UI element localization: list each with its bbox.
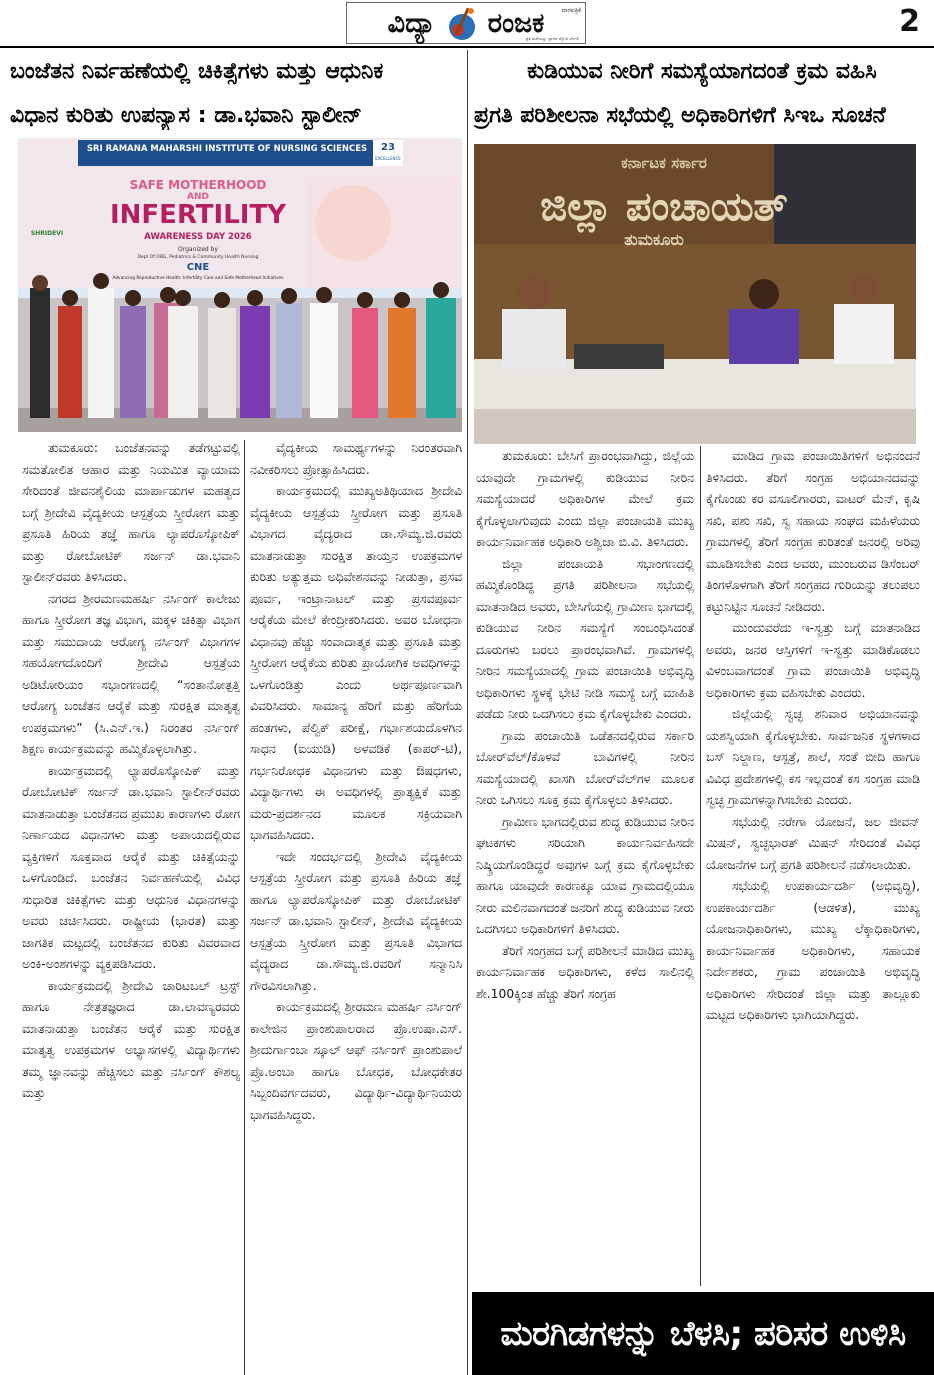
right-headline-line2: ಪ್ರಗತಿ ಪರಿಶೀಲನಾ ಸಭೆಯಲ್ಲಿ ಅಧಿಕಾರಿಗಳಿಗೆ ಸಿಇಒ ಸೂಚನೆ (474, 103, 886, 128)
banner-theme: Advancing Reproductive Health: Infertility Care and Safe Motherhood Initiatives (112, 276, 284, 281)
banner-badge-text: EXCELLENCE (375, 156, 401, 161)
paragraph: ಕಾರ್ಯಕ್ರಮದಲ್ಲಿ ಮುಖ್ಯಅತಿಥಿಯಾದ ಶ್ರೀದೇವಿ ವೈದ್ಯಕೀಯ ಆಸ್ಪತ್ರೆಯ ಸ್ತ್ರೀರೋಗ ಮತ್ತು ಪ್ರಸೂತಿ ವಿಭಾಗದ ವೈದ್ಯರಾದ ಡಾ.ಸೌಮ್ಯ.ಜಿ.ರವರು ಮಾತನಾಡುತ್ತಾ ಸುರಕ್ಷಿತ ತಾಯ್ತನ ಉಪಕ್ರಮಗಳ ಕುರಿತು ಅತ್ಯುತ್ತಮ ಅಧಿವೇಶನವನ್ನು ನೀಡುತ್ತಾ, ಪ್ರಸವ ಪೂರ್ವ, ಇಂಟ್ರಾನಾಟಲ್ ಮತ್ತು ಪ್ರಸವಪೂರ್ವ ಆರೈಕೆಯ ಮೇಲೆ ಕೇಂದ್ರೀಕರಿಸಿದರು. ಅವರ ಬೋಧನಾ ವಿಧಾನವು ಹೆಚ್ಚು ಸಂವಾದಾತ್ಮಕ ಮತ್ತು ಪ್ರಸೂತಿ ಮತ್ತು ಸ್ತ್ರೀರೋಗ ಆರೈಕೆಯ ಕುರಿತು ಪ್ರಾಯೋಗಿಕ ಅವಧಿಗಳನ್ನು ಒಳಗೊಂಡಿತ್ತು ಎಂದು ಅರ್ಥಪೂರ್ಣವಾಗಿ ವಿವರಿಸಿದರು. ಸಾಮಾನ್ಯ ಹೆರಿಗೆ ಮತ್ತು ಹೆರಿಗೆಯ ಹಂತಗಳು, ಪೆಲ್ವಿಕ್ ಪರೀಕ್ಷೆ, ಗರ್ಭಾಶಯದೊಳಗಿನ ಸಾಧನ (ಐಯುಡಿ) ಅಳವಡಿಕೆ (ಕಾಪರ್-ಟಿ), ಗರ್ಭನಿರೋಧಕ ವಿಧಾನಗಳು ಮತ್ತು ಔಷಧಗಳು, ವಿದ್ಯಾರ್ಥಿಗಳು ಈ ಅವಧಿಗಳಲ್ಲಿ ಪ್ರಾತ್ಯಕ್ಷಿಕೆ ಮತ್ತು ಮರು-ಪ್ರದರ್ಶನದ ಮೂಲಕ ಸಕ್ರಿಯವಾಗಿ ಭಾಗವಹಿಸಿದರು. (250, 484, 462, 842)
paragraph: ಜಿಲ್ಲೆಯಲ್ಲಿ ಸ್ವಚ್ಛ ಶನಿವಾರ ಅಭಿಯಾನವನ್ನು ಯಶಸ್ವಿಯಾಗಿ ಕೈಗೊಳ್ಳಬೇಕು. ಸಾರ್ವಜನಿಕ ಸ್ಥಳಗಳಾದ ಬಸ್ ನಿಲ್ದಾಣ, ಆಸ್ಪತ್ರೆ, ಶಾಲೆ, ಸಂತೆ ಬೀದಿ ಹಾಗೂ ವಿವಿಧ ಪ್ರದೇಶಗಳಲ್ಲಿ ಕಸ ಇಲ್ಲದಂತೆ ಕಸ ಸಂಗ್ರಹ ಮಾಡಿ ಸ್ವಚ್ಛ ಗ್ರಾಮಗಳನ್ನಾಗಿಸಬೇಕು ಎಂದರು. (706, 707, 920, 807)
banner-sponsor-logo: SHRIDEVI (30, 230, 64, 237)
masthead (0, 0, 934, 48)
left-article-column-2 (250, 438, 462, 1375)
banner-title-line1: SAFE MOTHERHOOD (129, 178, 267, 192)
banner-title-line3: INFERTILITY (109, 200, 287, 230)
paragraph: ಮಾಡಿದ ಗ್ರಾಮ ಪಂಚಾಯಿತಿಗಳಿಗೆ ಅಭಿನಂದನೆ ತಿಳಿಸಿದರು. ತೆರಿಗೆ ಸಂಗ್ರಹ ಅಭಿಯಾನದವನ್ನು ಕೈಗೊಂಡು ಕರ ವಸೂಲಿಗಾರರು, ವಾಟರ್ ಮೆನ್, ಕೃಷಿ ಸಖಿ, ಪಶು ಸಖಿ, ಸ್ವ ಸಹಾಯ ಸಂಘದ ಮಹಿಳೆಯರು ಗ್ರಾಮಗಳಲ್ಲಿ ತೆರಿಗೆ ಸಂಗ್ರಹ ಕುರಿತಂತೆ ಜನರಲ್ಲಿ ಅರಿವು ಮೂಡಿಸಬೇಕು ಎಂದ ಅವರು, ಮುಂಬರುವ ಡಿಸೆಂಬರ್ ತಿಂಗಳೊಳಗಾಗಿ ತೆರಿಗೆ ಸಂಗ್ರಹದ ಗುರಿಯನ್ನು ತಲುಪಲು ಕಟ್ಟುನಿಟ್ಟಿನ ಸೂಚನೆ ನೀಡಿದರು. (706, 449, 920, 614)
banner-cne: CNE (186, 262, 210, 273)
right-headline-line1: ಕುಡಿಯುವ ನೀರಿಗೆ ಸಮಸ್ಯೆಯಾಗದಂತೆ ಕ್ರಮ ವಹಿಸಿ (527, 59, 877, 84)
banner-organized: Organized by (178, 246, 218, 253)
column-rule (700, 446, 701, 1286)
banner-institute: SRI RAMANA MAHARSHI INSTITUTE OF NURSING SCIENCES (86, 144, 368, 154)
nameplate-tagline: ಪ್ರತಿ ಮನೆಯಲ್ಲು ಜ್ಞಾನದ ಜ್ಯೋತಿ ಬೆಳಗಲಿ (525, 36, 579, 41)
paragraph: ಇದೇ ಸಂದರ್ಭದಲ್ಲಿ ಶ್ರೀದೇವಿ ವೈದ್ಯಕೀಯ ಆಸ್ಪತ್ರೆಯ ಸ್ತ್ರೀರೋಗ ಮತ್ತು ಪ್ರಸೂತಿ ಹಿರಿಯ ತಜ್ಞೆ ಹಾಗೂ ಲ್ಯಾಪರೊಸ್ಕೋಪಿಕ್ ಮತ್ತು ರೋಬೋಟಿಕ್ ಸರ್ಜನ್ ಡಾ.ಭವಾನಿ ಸ್ಟಾಲೀನ್, ಶ್ರೀದೇವಿ ವೈದ್ಯಕೀಯ ಆಸ್ಪತ್ರೆಯ ಸ್ತ್ರೀರೋಗ ಮತ್ತು ಪ್ರಸೂತಿ ವಿಭಾಗದ ವೈದ್ಯರಾದ ಡಾ.ಸೌಮ್ಯ.ಜಿ.ರವರಿಗೆ ಸನ್ಮಾನಿಸಿ ಗೌರವಿಸಲಾಗಿತ್ತು. (250, 849, 462, 993)
paragraph: ಮುಂದುವರೆದು ಇ-ಸ್ವತ್ತು ಬಗ್ಗೆ ಮಾತನಾಡಿದ ಅವರು, ಜನರ ಆಸ್ತಿಗಳಿಗೆ ಇ-ಸ್ವತ್ತು ಮಾಡಿಕೊಡಲು ವಿಳಂಬವಾಗದಂತೆ ಗ್ರಾಮ ಪಂಚಾಯಿತಿ ಅಭಿವೃದ್ಧಿ ಅಧಿಕಾರಿಗಳು ಕ್ರಮ ವಹಿಸಬೇಕು ಎಂದರು. (706, 621, 920, 700)
nameplate-right-word: ರಂಜಕ (487, 7, 545, 39)
paragraph: ಗ್ರಾಮ ಪಂಚಾಯಿತಿ ಒಡೆತನದಲ್ಲಿರುವ ಸರ್ಕಾರಿ ಬೋರ್‌ವೆಲ್/ಕೊಳವೆ ಬಾವಿಗಳಲ್ಲಿ ನೀರಿನ ಸಮಸ್ಯೆಯಾದಲ್ಲಿ ಖಾಸಗಿ ಬೋರ್‌ವೆಲ್‌ಗಳ ಮೂಲಕ ನೀರು ಒಗಿಸಲು ಸೂಕ್ತ ಕ್ರಮ ಕೈಗೊಳ್ಳಲು ತಿಳಿಸಿದರು. (476, 728, 694, 807)
paragraph: ಕಾರ್ಯಕ್ರಮದಲ್ಲಿ ಶ್ರೀದೇವಿ ಚಾರಿಟಬಲ್ ಟ್ರಸ್ಟ್ ಹಾಗೂ ನೇತ್ರತಜ್ಞರಾದ ಡಾ.ಲಾವಣ್ಯರವರು ಮಾತನಾಡುತ್ತಾ ಬಂಜೆತನ ಆರೈಕೆ ಮತ್ತು ಸುರಕ್ಷಿತ ಮಾತೃತ್ವ ಉಪಕ್ರಮಗಳ ಅಭ್ಯಾಸಗಳಲ್ಲಿ ವಿದ್ಯಾರ್ಥಿಗಳು ತಮ್ಮ ಜ್ಞಾನವನ್ನು ಹೆಚ್ಚಿಸಲು ಮತ್ತು ನರ್ಸಿಂಗ್ ಕೌಶಲ್ಯ ಮತ್ತು (22, 978, 240, 1100)
paragraph: ತೆರಿಗೆ ಸಂಗ್ರಹದ ಬಗ್ಗೆ ಪರಿಶೀಲನೆ ಮಾಡಿದ ಮುಖ್ಯ ಕಾರ್ಯನಿರ್ವಾಹಕ ಅಧಿಕಾರಿಗಳು, ಕಳೆದ ಸಾಲಿನಲ್ಲಿ ಶೇ.100ಕ್ಕಿಂತ ಹೆಚ್ಚು ತೆರಿಗೆ ಸಂಗ್ರಹ (476, 943, 694, 1001)
left-article-column-1 (22, 438, 240, 1375)
paragraph: ಸಭೆಯಲ್ಲಿ ನರೇಗಾ ಯೋಜನೆ, ಜಲ ಜೀವನ್ ಮಿಷನ್, ಸ್ವಚ್ಛಭಾರತ್ ಮಿಷನ್ ಸೇರಿದಂತೆ ವಿವಿಧ ಯೋಜನೆಗಳ ಬಗ್ಗೆ ಪ್ರಗತಿ ಪರಿಶೀಲನೆ ನಡೆಸಲಾಯಿತು. (706, 814, 920, 872)
center-column-rule (467, 50, 468, 1375)
left-article-photo (18, 138, 462, 432)
banner-dept: Dept Of OBG, Pediatrics & Community Health Nursing (137, 255, 259, 260)
newspaper-nameplate (346, 2, 586, 44)
nameplate-left-word: ವಿದ್ಯಾ (387, 7, 436, 39)
photo-sign-zilla-panchayat: ಜಿಲ್ಲಾ ಪಂಚಾಯತ್ (540, 184, 788, 230)
paragraph: ಗ್ರಾಮೀಣ ಭಾಗದಲ್ಲಿರುವ ಶುದ್ಧ ಕುಡಿಯುವ ನೀರಿನ ಘಟಕಗಳು ಸರಿಯಾಗಿ ಕಾರ್ಯನಿರ್ವಹಿಸದೇ ನಿಷ್ಕ್ರಿಯಗೊಂಡಿದ್ದರೆ ಅವುಗಳ ಬಗ್ಗೆ ಕ್ರಮ ಕೈಗೊಳ್ಳಬೇಕು ಹಾಗೂ ಯಾವುದೇ ಕಾರಣಕ್ಕೂ ಯಾವ ಗ್ರಾಮದಲ್ಲಿಯೂ ನೀರು ಮಲಿನವಾಗದಂತೆ ಜನರಿಗೆ ಶುದ್ಧ ಕುಡಿಯುವ ನೀರು ಒದಗಿಸಲು ಅಧಿಕಾರಿಗಳಿಗೆ ತಿಳಿಸಿದರು. (476, 814, 694, 936)
paragraph: ಕಾರ್ಯಕ್ರಮದಲ್ಲಿ ಲ್ಯಾಪರೊಸ್ಕೋಪಿಕ್ ಮತ್ತು ರೋಬೋಟಿಕ್ ಸರ್ಜನ್ ಡಾ.ಭವಾನಿ ಸ್ಟಾಲೀನ್‌ರವರು ಮಾತನಾಡುತ್ತಾ ಬಂಜೆತನದ ಪ್ರಮುಖ ಕಾರಣಗಳು ರೋಗ ನಿರ್ಣಾಯದ ವಿಧಾನಗಳು ಮತ್ತು ಅಪಾಯದಲ್ಲಿರುವ ವ್ಯಕ್ತಿಗಳಿಗೆ ಸೂಕ್ತವಾದ ಆರೈಕೆ ಮತ್ತು ಚಿಕಿತ್ಸೆಯನ್ನು ಒಳಗೊಂಡಿದೆ. ಬಂಜೆತನ ನಿರ್ವಹಣೆಯಲ್ಲಿ ವಿವಿಧ ಸುಧಾರಿತ ಚಿಕಿತ್ಸೆಗಳು ಮತ್ತು ಆಧುನಿಕ ವಿಧಾನಗಳನ್ನು ಅವರು ಚರ್ಚಿಸಿದರು. ರಾಷ್ಟ್ರೀಯ (ಭಾರತ) ಮತ್ತು ಜಾಗತಿಕ ಮಟ್ಟದಲ್ಲಿ ಬಂಜೆತನದ ಕುರಿತು ವಿವರವಾದ ಅಂಕಿ-ಅಂಶಗಳನ್ನು ವ್ಯಕ್ತಪಡಿಸಿದರು. (22, 763, 240, 971)
paragraph: ಸಭೆಯಲ್ಲಿ ಉಪಕಾರ್ಯದರ್ಶಿ (ಅಭಿವೃದ್ಧಿ), ಉಪಕಾರ್ಯದರ್ಶಿ (ಆಡಳಿತ), ಮುಖ್ಯ ಯೋಜನಾಧಿಕಾರಿಗಳು, ಮುಖ್ಯ ಲೆಕ್ಕಾಧಿಕಾರಿಗಳು, ಕಾರ್ಯನಿರ್ವಾಹಕ ಅಧಿಕಾರಿಗಳು, ಸಹಾಯಕ ನಿರ್ದೇಶಕರು, ಗ್ರಾಮ ಪಂಚಾಯಿತಿ ಅಭಿವೃದ್ಧಿ ಅಧಿಕಾರಿಗಳು ಸೇರಿದಂತೆ ಜಿಲ್ಲಾ ಮತ್ತು ತಾಲ್ಲೂಕು ಮಟ್ಟದ ಅಧಿಕಾರಿಗಳು ಭಾಗಿಯಾಗಿದ್ದರು. (706, 879, 920, 1022)
banner-title-line4: AWARENESS DAY 2026 (144, 232, 252, 242)
slogan-banner: ಮರಗಿಡಗಳನ್ನು ಬೆಳಸಿ; ಪರಿಸರ ಉಳಿಸಿ (472, 1292, 934, 1375)
paragraph: ನಗರದ ಶ್ರೀರಮಣಮಹರ್ಷಿ ನರ್ಸಿಂಗ್ ಕಾಲೇಜು ಹಾಗೂ ಸ್ತ್ರೀರೋಗ ತಜ್ಞ ವಿಭಾಗ, ಮಕ್ಕಳ ಚಿಕಿತ್ಸಾ ವಿಭಾಗ ಮತ್ತು ಸಮುದಾಯ ಆರೋಗ್ಯ ನರ್ಸಿಂಗ್ ವಿಭಾಗಗಳ ಸಹಯೋಗದೊಂದಿಗೆ ಶ್ರೀದೇವಿ ಆಸ್ಪತ್ರೆಯ ಅಡಿಟೋರಿಯಂ ಸಭಾಂಗಣದಲ್ಲಿ “ಸಂತಾನೋತ್ಪತ್ತಿ ಆರೋಗ್ಯ ಬಂಜೆತನ ಆರೈಕೆ ಮತ್ತು ಸುರಕ್ಷಿತ ಮಾತೃತ್ವ ಉಪಕ್ರಮಗಳು” (ಸಿ.ಎನ್.ಇ.) ನಿರಂತರ ನರ್ಸಿಂಗ್ ಶಿಕ್ಷಣ ಕಾರ್ಯಕ್ರಮವನ್ನು ಹಮ್ಮಿಕೊಳ್ಳಲಾಗಿತ್ತು. (22, 591, 240, 756)
left-headline-line1: ಬಂಜೆತನ ನಿರ್ವಹಣೆಯಲ್ಲಿ ಚಿಕಿತ್ಸೆಗಳು ಮತ್ತು ಆಧುನಿಕ (10, 59, 384, 84)
page-number: 2 (899, 4, 920, 39)
paragraph: ತುಮಕೂರು: ಬಂಜೆತನವನ್ನು ತಡೆಗಟ್ಟುವಲ್ಲಿ ಸಮತೋಲಿತ ಆಹಾರ ಮತ್ತು ನಿಯಮಿತ ವ್ಯಾಯಾಮ ಸೇರಿದಂತೆ ಜೀವನಶೈಲಿಯ ಮಾರ್ಪಾಡುಗಳ ಮಹತ್ವದ ಬಗ್ಗೆ ಶ್ರೀದೇವಿ ವೈದ್ಯಕೀಯ ಆಸ್ಪತ್ರೆಯ ಸ್ತ್ರೀರೋಗ ಮತ್ತು ಪ್ರಸೂತಿ ಹಿರಿಯ ತಜ್ಞೆ ಹಾಗೂ ಲ್ಯಾಪರೊಸ್ಕೋಪಿಕ್ ಮತ್ತು ರೋಬೋಟಿಕ್ ಸರ್ಜನ್ ಡಾ.ಭವಾನಿ ಸ್ಟಾಲೀನ್‌ರವರು ತಿಳಿಸಿದರು. (22, 441, 240, 584)
banner-title-line2: AND (187, 192, 209, 202)
paragraph: ವೈದ್ಯಕೀಯ ಸಾಮರ್ಥ್ಯಗಳನ್ನು ನಿರಂತರವಾಗಿ ನವೀಕರಿಸಲು ಪ್ರೋತ್ಸಾಹಿಸಿದರು. (250, 441, 462, 477)
right-article-column-1 (476, 446, 694, 1288)
paragraph: ಕಾರ್ಯಕ್ರಮದಲ್ಲಿ ಶ್ರೀರಮಣ ಮಹರ್ಷಿ ನರ್ಸಿಂಗ್ ಕಾಲೇಜಿನ ಪ್ರಾಂಶುಪಾಲರಾದ ಪ್ರೊ.ಉಷಾ.ಎಸ್. ಶ್ರೀದುರ್ಗಾಂಬಾ ಸ್ಕೂಲ್ ಆಫ್ ನರ್ಸಿಂಗ್ ಪ್ರಾಂಶುಪಾಲೆ ಪ್ರೊ.ಅಂಬಾ ಹಾಗೂ ಬೋಧಕ, ಬೋಧಕೇತರ ಸಿಬ್ಬಂದಿವರ್ಗದವರು, ವಿದ್ಯಾರ್ಥಿ-ವಿದ್ಯಾರ್ಥಿನಿಯರು ಭಾಗವಹಿಸಿದ್ದರು. (250, 1000, 462, 1122)
left-headline (10, 58, 462, 130)
left-headline-line2: ವಿಧಾನ ಕುರಿತು ಉಪನ್ಯಾಸ : ಡಾ.ಭವಾನಿ ಸ್ಟಾಲೀನ್ (10, 103, 362, 128)
banner-badge-number: 23 (381, 142, 395, 153)
paragraph: ಜಿಲ್ಲಾ ಪಂಚಾಯತಿ ಸಭಾಂಗಣದಲ್ಲಿ ಹಮ್ಮಿಕೊಂಡಿದ್ದ ಪ್ರಗತಿ ಪರಿಶೀಲನಾ ಸಭೆಯಲ್ಲಿ ಮಾತನಾಡಿದ ಅವರು, ಬೇಸಿಗೆಯಲ್ಲಿ ಗ್ರಾಮೀಣ ಭಾಗದಲ್ಲಿ ಕುಡಿಯುವ ನೀರಿನ ಸಮಸ್ಯೆಗೆ ಸಂಬಂಧಿಸಿದಂತೆ ದೂರುಗಳು ಬರಲು ಪ್ರಾರಂಭವಾಗಿವೆ. ಗ್ರಾಮಗಳಲ್ಲಿ ನೀರಿನ ಸಮಸ್ಯೆಯಾದಲ್ಲಿ ಗ್ರಾಮ ಪಂಚಾಯಿತಿ ಅಭಿವೃದ್ಧಿ ಅಧಿಕಾರಿಗಳು ಸ್ಥಳಕ್ಕೆ ಭೇಟಿ ನೀಡಿ ಸಮಸ್ಯೆ ಬಗ್ಗೆ ಮಾಹಿತಿ ಪಡೆದು ನೀರು ಒದಗಿಸಲು ಕ್ರಮ ಕೈಗೊಳ್ಳಬೇಕು ಎಂದರು. (476, 556, 694, 721)
column-rule (244, 440, 245, 1375)
right-headline (474, 58, 930, 130)
photo-sign-tumakuru: ತುಮಕೂರು (624, 230, 684, 249)
right-article-column-2 (706, 446, 920, 1288)
photo-sign-karnataka: ಕರ್ನಾಟಕ ಸರ್ಕಾರ (621, 154, 707, 172)
veena-logo-icon (440, 3, 484, 43)
paragraph: ತುಮಕೂರು: ಬೇಸಿಗೆ ಪ್ರಾರಂಭವಾಗಿದ್ದು, ಜಿಲ್ಲೆಯ ಯಾವುದೇ ಗ್ರಾಮಗಳಲ್ಲಿ ಕುಡಿಯುವ ನೀರಿನ ಸಮಸ್ಯೆಯಾದರೆ ಅಧಿಕಾರಿಗಳ ಮೇಲೆ ಕ್ರಮ ಕೈಗೊಳ್ಳಲಾಗುವುದು ಎಂದು ಜಿಲ್ಲಾ ಪಂಚಾಯತಿ ಮುಖ್ಯ ಕಾರ್ಯನಿರ್ವಾಹಕ ಅಧಿಕಾರಿ ಅಶ್ವಿಜಾ ಬಿ.ವಿ. ತಿಳಿಸಿದರು. (476, 449, 694, 549)
nameplate-suffix: ವಾರಪತ್ರಿಕೆ (561, 7, 581, 14)
right-article-photo (474, 144, 916, 444)
